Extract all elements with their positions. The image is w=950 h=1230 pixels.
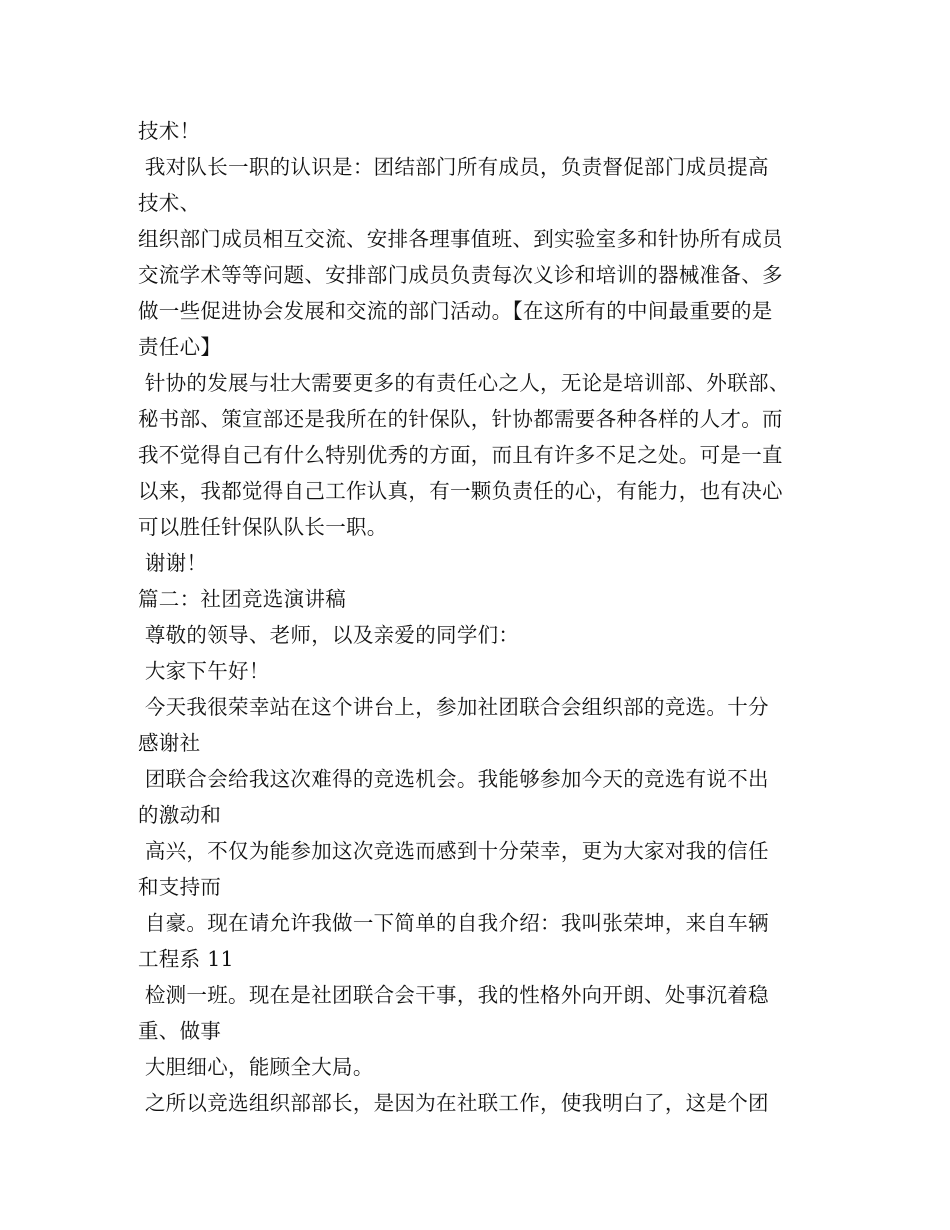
text-line: 交流学术等等问题、安排部门成员负责每次义诊和培训的器械准备、多 [138, 263, 783, 287]
text-line: 的激动和 [138, 803, 222, 827]
text-line: 大胆细心，能顾全大局。 [138, 1055, 374, 1079]
text-line: 大家下午好！ [138, 659, 270, 683]
text-line: 技术！ [138, 119, 201, 143]
text-line: 组织部门成员相互交流、安排各理事值班、到实验室多和针协所有成员 [138, 227, 783, 251]
text-line: 我不觉得自己有什么特别优秀的方面，而且有许多不足之处。可是一直 [138, 443, 783, 467]
text-line: 之所以竞选组织部部长，是因为在社联工作，使我明白了，这是个团 [138, 1091, 769, 1115]
text-line: 工程系 11 [138, 947, 234, 971]
text-line: 自豪。现在请允许我做一下简单的自我介绍：我叫张荣坤，来自车辆 [138, 911, 769, 935]
document-body [138, 113, 838, 1121]
text-line: 高兴，不仅为能参加这次竞选而感到十分荣幸，更为大家对我的信任 [138, 839, 769, 863]
text-line: 可以胜任针保队队长一职。 [138, 515, 388, 539]
text-line: 责任心】 [138, 335, 222, 359]
text-line: 和支持而 [138, 875, 222, 899]
text-line: 谢谢！ [138, 551, 208, 575]
section-heading: 篇二：社团竞选演讲稿 [138, 587, 346, 611]
text-line: 技术、 [138, 191, 201, 215]
text-line: 我对队长一职的认识是：团结部门所有成员，负责督促部门成员提高 [138, 155, 769, 179]
text-line: 重、做事 [138, 1019, 222, 1043]
text-line: 感谢社 [138, 731, 201, 755]
text-line: 做一些促进协会发展和交流的部门活动。【在这所有的中间最重要的是 [138, 299, 773, 323]
text-line: 尊敬的领导、老师，以及亲爱的同学们： [138, 623, 520, 647]
text-line: 检测一班。现在是社团联合会干事，我的性格外向开朗、处事沉着稳 [138, 983, 769, 1007]
text-line: 今天我很荣幸站在这个讲台上，参加社团联合会组织部的竞选。十分 [138, 695, 769, 719]
text-line: 以来，我都觉得自己工作认真，有一颗负责任的心，有能力，也有决心 [138, 479, 783, 503]
text-line: 团联合会给我这次难得的竞选机会。我能够参加今天的竞选有说不出 [138, 767, 769, 791]
text-line: 秘书部、策宣部还是我所在的针保队，针协都需要各种各样的人才。而 [138, 407, 783, 431]
text-line: 针协的发展与壮大需要更多的有责任心之人，无论是培训部、外联部、 [138, 371, 790, 395]
